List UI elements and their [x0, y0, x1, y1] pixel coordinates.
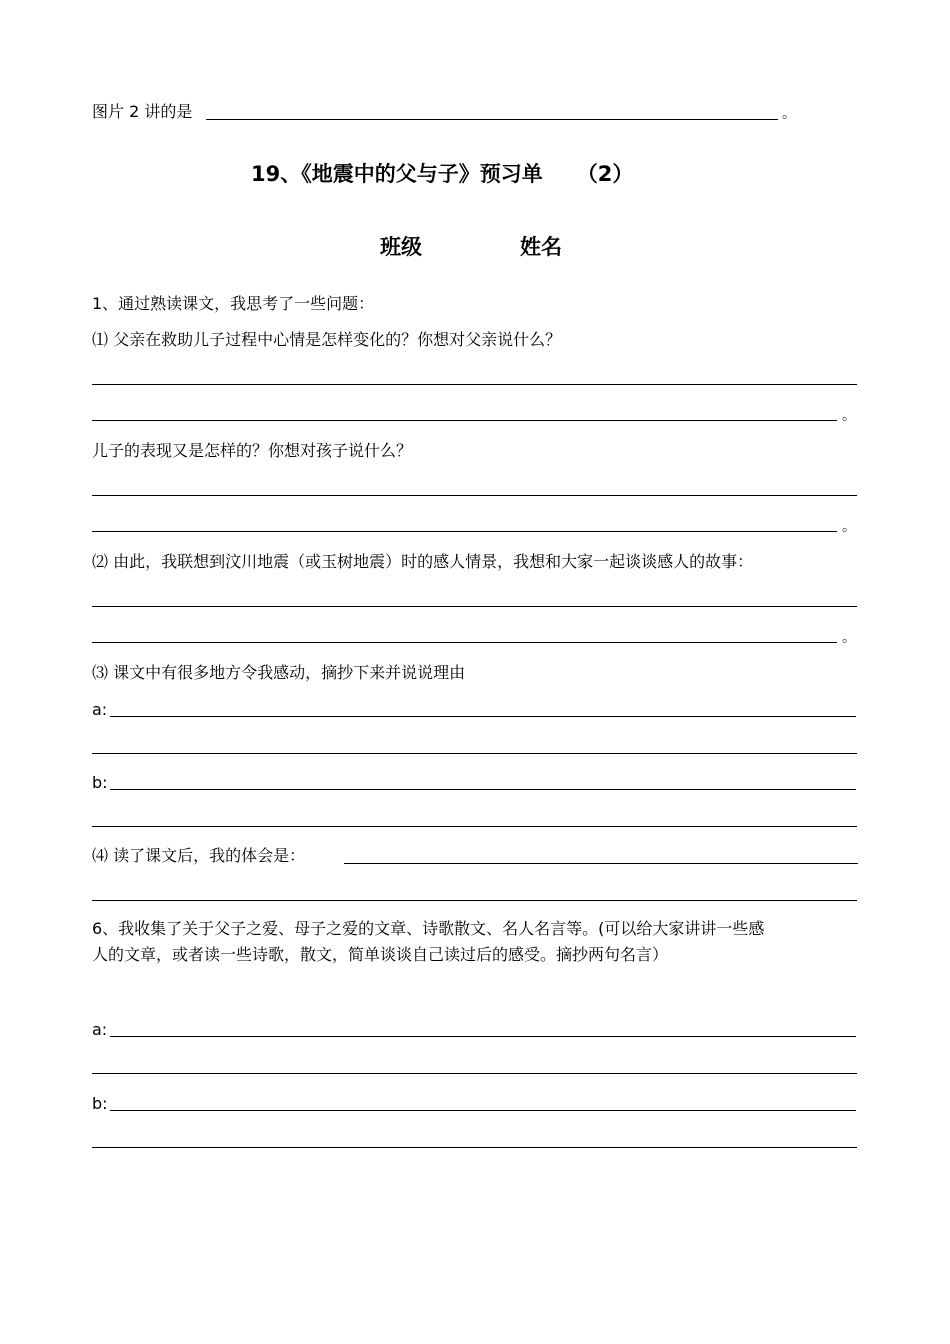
section1-intro: 1、通过熟读课文，我思考了一些问题： [92, 294, 375, 313]
q2-period: 。 [842, 630, 856, 646]
q1b-period: 。 [842, 519, 856, 535]
question-2: ⑵ 由此，我联想到汶川地震（或玉树地震）时的感人情景，我想和大家一起谈谈感人的故事： [92, 552, 754, 571]
section6-line2: 人的文章，或者读一些诗歌，散文，简单谈谈自己读过后的感受。摘抄两句名言） [92, 945, 669, 964]
answer-line-q3-a[interactable] [110, 716, 856, 717]
class-label: 班级 [380, 235, 422, 259]
answer-line-q1-1[interactable] [92, 384, 857, 385]
name-label: 姓名 [520, 235, 562, 259]
answer-line-q1-2[interactable] [92, 420, 837, 421]
section6-line1: 6、我收集了关于父子之爱、母子之爱的文章、诗歌散文、名人名言等。(可以给大家讲讲一些感 [92, 919, 765, 938]
answer-line-s6-b[interactable] [110, 1110, 856, 1111]
answer-line-q4-2[interactable] [92, 900, 857, 901]
title-part: （2） [576, 162, 634, 186]
picture2-period: 。 [782, 106, 796, 122]
question-1: ⑴ 父亲在救助儿子过程中心情是怎样变化的？你想对父亲说什么？ [92, 330, 562, 349]
answer-line-q3-a2[interactable] [92, 753, 857, 754]
s6-label-b: b: [92, 1094, 108, 1113]
answer-line-q2-1[interactable] [92, 606, 857, 607]
question-3: ⑶ 课文中有很多地方令我感动，摘抄下来并说说理由 [92, 663, 466, 682]
picture2-label: 图片 2 讲的是 [92, 102, 193, 121]
answer-line-q2-2[interactable] [92, 642, 837, 643]
q1-period: 。 [842, 408, 856, 424]
answer-line-s6-b2[interactable] [92, 1147, 857, 1148]
answer-line-s6-a2[interactable] [92, 1073, 857, 1074]
answer-line-s6-a[interactable] [110, 1036, 856, 1037]
answer-line-q1b-1[interactable] [92, 495, 857, 496]
title-main: 19、《地震中的父与子》预习单 [251, 162, 543, 186]
picture2-answer-line[interactable] [206, 119, 778, 120]
worksheet-title [251, 158, 633, 188]
s6-label-a: a: [92, 1020, 108, 1039]
question-4: ⑷ 读了课文后，我的体会是： [92, 846, 306, 865]
answer-line-q3-b[interactable] [110, 789, 856, 790]
q3-label-b: b: [92, 773, 108, 792]
answer-line-q1b-2[interactable] [92, 531, 837, 532]
question-1b: 儿子的表现又是怎样的？你想对孩子说什么？ [92, 441, 413, 460]
q3-label-a: a: [92, 700, 108, 719]
answer-line-q4-1[interactable] [344, 863, 858, 864]
answer-line-q3-b2[interactable] [92, 826, 857, 827]
